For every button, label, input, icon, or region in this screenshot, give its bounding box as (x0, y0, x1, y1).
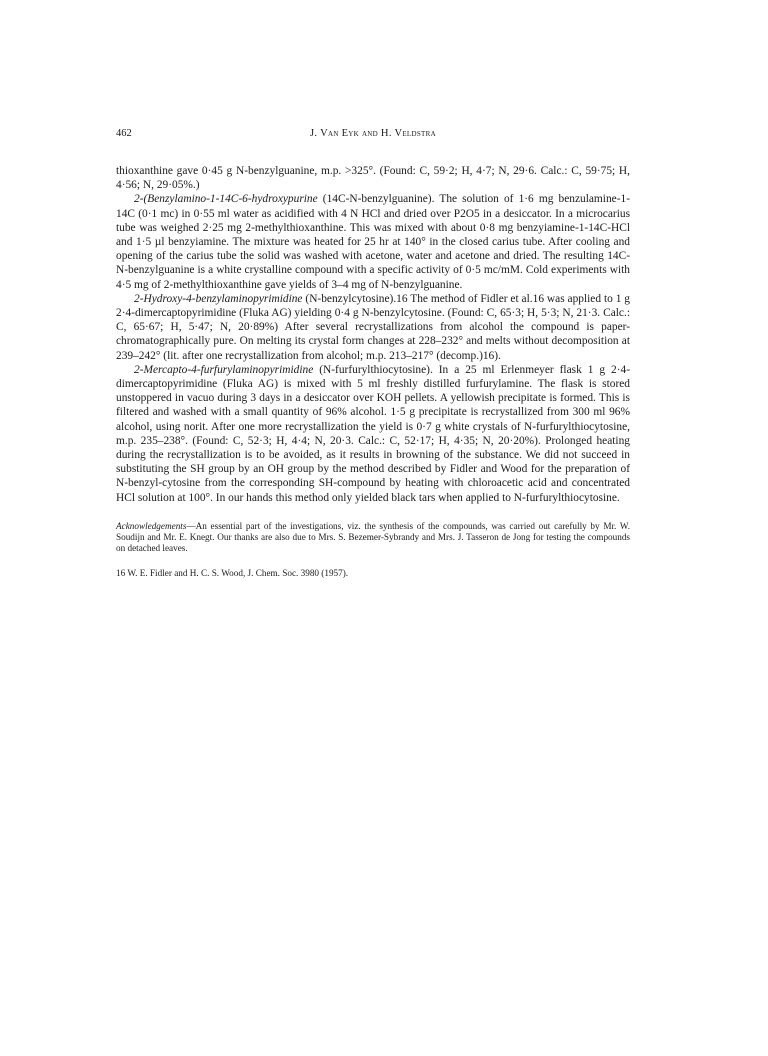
acknowledgements-label: Acknowledgements (116, 520, 187, 531)
paragraph-3-heading: 2-Hydroxy-4-benzylaminopyrimidine (134, 292, 303, 305)
paragraph-2-text: The solution of 1·6 mg benzulamine-1-14C (0·1 mc) in 0·55 ml water as acidified with 4 N HCl and dried over P2O5 in a desiccator. In a microcarius tube was weighed 2·25 mg 2-methylthioxanthine. This was mixed with about 0·8 mg benzyiamine-1-14C-HCl and 1·5 µl benzyiamine. The mixture was heated for 25 hr at 140° in the closed carius tube. After cooling and opening of the carius tube the solid was washed with acetone, water and acetone and dried. The resulting 14C-N-benzylguanine is a white crystalline compound with a specific activity of 0·5 mc/mM. Cold experiments with 4·5 mg of 2-methylthioxanthine gave yields of 3–4 mg of N-benzylguanine. (116, 193, 630, 291)
paragraph-4-text: In a 25 ml Erlenmeyer flask 1 g 2·4-dimercaptopyrimidine (Fluka AG) is mixed with 5 ml freshly distilled furfurylamine. The flask is stored unstoppered in vacuo during 3 days in a desiccator over KOH pellets. A yellowish precipitate is formed. This is filtered and washed with a small quantity of 96% alcohol. 1·5 g precipitate is recrystallized from 300 ml 96% alcohol, using norit. After one more recrystallization the yield is 0·7 g white crystals of N-furfurylthiocytosine, m.p. 235–238°. (Found: C, 52·3; H, 4·4; N, 20·3. Calc.: C, 52·17; H, 4·35; N, 20·20%). Prolonged heating during the recrystallization is to be avoided, as it results in browning of the substance. We did not succeed in substituting the SH group by an OH group by the method described by Fidler and Wood for the preparation of N-benzyl-cytosine from the corresponding SH-compound by heating with chloroacetic acid and concentrated HCl solution at 100°. In our hands this method only yielded black tars when applied to N-furfurylthiocytosine. (116, 363, 630, 504)
paragraph-4-heading: 2-Mercapto-4-furfurylaminopyrimidine (134, 363, 314, 376)
running-head: J. Van Eyk and H. Veldstra (310, 128, 436, 139)
footnote-16: 16 W. E. Fidler and H. C. S. Wood, J. Chem. Soc. 3980 (1957). (116, 568, 349, 579)
main-text (116, 164, 630, 505)
page-number: 462 (116, 128, 132, 139)
paragraph-3-text: The method of Fidler et al.16 was applied to 1 g 2·4-dimercaptopyrimidine (Fluka AG) yielding 0·4 g N-benzylcytosine. (Found: C, 65·3; H, 5·3; N, 21·3. Calc.: C, 65·67; H, 5·47; N, 20·89%) After several recrystallizations from alcohol the compound is paper-chromatographically pure. On melting its crystal form changes at 228–232° and melts without decomposition at 239–242° (lit. after one recrystallization from alcohol; m.p. 213–217° (decomp.)16). (116, 292, 630, 362)
acknowledgements-text: —An essential part of the investigations, viz. the synthesis of the compounds, was carried out carefully by Mr. W. Soudijn and Mr. E. Knegt. Our thanks are also due to Mrs. S. Bezemer-Sybrandy and Mrs. J. Tasseron de Jong for testing the compounds on detached leaves. (116, 520, 630, 554)
page-header (116, 128, 630, 144)
paragraph-1-text: thioxanthine gave 0·45 g N-benzylguanine, m.p. >325°. (Found: C, 59·2; H, 4·7; N, 29·6. Calc.: C, 59·75; H, 4·56; N, 29·05%.) (116, 165, 630, 192)
document-page (116, 128, 630, 580)
paragraph-4 (116, 363, 630, 505)
paragraph-4-heading-tail: (N-furfurylthiocytosine). (319, 363, 433, 376)
paragraph-1 (116, 164, 630, 192)
footnote (116, 568, 630, 579)
paragraph-2-heading-tail: (14C-N-benzylguanine). (322, 193, 435, 206)
paragraph-3 (116, 292, 630, 363)
paragraph-2 (116, 192, 630, 291)
paragraph-3-heading-tail: (N-benzylcytosine).16 (305, 292, 408, 305)
paragraph-2-heading: 2-(Benzylamino-1-14C-6-hydroxypurine (134, 193, 318, 206)
acknowledgements (116, 521, 630, 555)
